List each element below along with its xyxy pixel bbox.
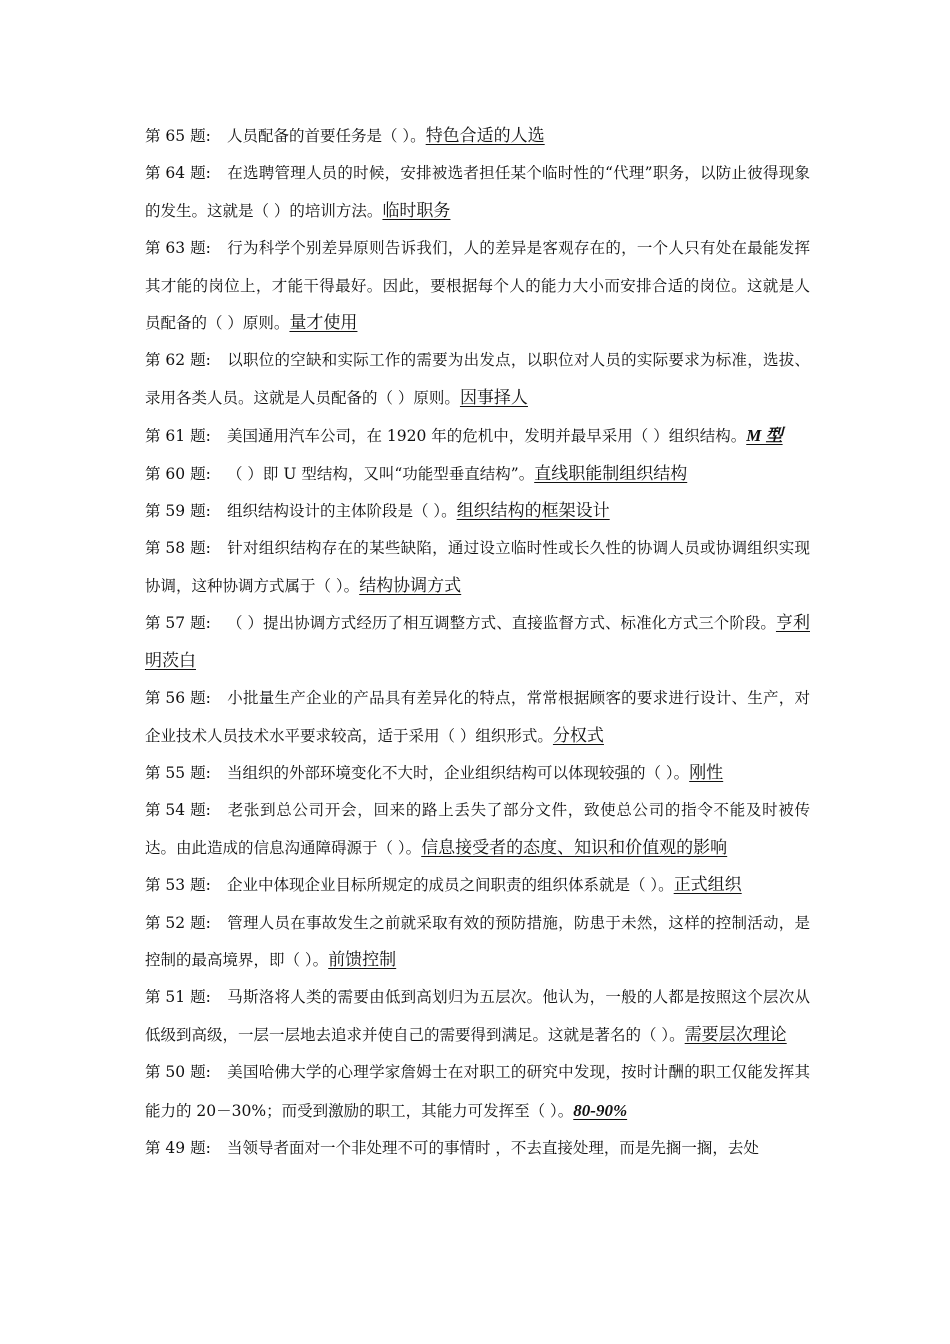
question-text: 美国哈佛大学的心理学家詹姆士在对职工的研究中发现，按时计酬的职工仅能发挥其能力的 20－30%；而受到激励的职工，其能力可发挥至（ ）。 bbox=[145, 1063, 810, 1120]
question-number: 第 55 题: bbox=[145, 763, 211, 782]
question-62 bbox=[145, 342, 810, 417]
question-text: 在选聘管理人员的时候，安排被选者担任某个临时性的“代理”职务，以防止彼得现象的发生。这就是（ ）的培训方法。 bbox=[145, 164, 810, 220]
answer-text: 前馈控制 bbox=[328, 949, 397, 970]
question-56 bbox=[145, 680, 810, 755]
question-number: 第 57 题: bbox=[145, 614, 211, 633]
question-51 bbox=[145, 979, 810, 1054]
question-text: 组织结构设计的主体阶段是（ ）。 bbox=[227, 502, 457, 521]
question-61 bbox=[145, 417, 810, 455]
question-number: 第 61 题: bbox=[145, 427, 211, 446]
answer-text: 80-90% bbox=[573, 1100, 628, 1120]
question-text: 企业中体现企业目标所规定的成员之间职责的组织体系就是（ ）。 bbox=[227, 876, 674, 895]
question-list bbox=[145, 118, 810, 1167]
question-text: 以职位的空缺和实际工作的需要为出发点，以职位对人员的实际要求为标准，选拔、录用各类人员。这就是人员配备的（ ）原则。 bbox=[145, 351, 810, 407]
question-64 bbox=[145, 155, 810, 230]
question-55 bbox=[145, 755, 810, 792]
answer-text: 直线职能制组织结构 bbox=[534, 463, 688, 484]
question-number: 第 50 题: bbox=[145, 1063, 211, 1082]
question-65 bbox=[145, 118, 810, 155]
answer-text: 信息接受者的态度、知识和价值观的影响 bbox=[421, 837, 728, 858]
question-number: 第 49 题: bbox=[145, 1138, 211, 1157]
question-text: 针对组织结构存在的某些缺陷，通过设立临时性或长久性的协调人员或协调组织实现协调，这种协调方式属于（ ）。 bbox=[145, 539, 810, 595]
answer-text: 结构协调方式 bbox=[359, 575, 462, 596]
question-number: 第 51 题: bbox=[145, 988, 211, 1007]
answer-text: 组织结构的框架设计 bbox=[456, 501, 610, 522]
answer-text: 亨利 明茨白 bbox=[145, 613, 810, 671]
question-50 bbox=[145, 1054, 810, 1130]
question-number: 第 52 题: bbox=[145, 913, 211, 932]
answer-text: 正式组织 bbox=[673, 875, 742, 896]
question-number: 第 60 题: bbox=[145, 464, 211, 483]
answer-text: 临时职务 bbox=[382, 200, 451, 221]
question-text: 行为科学个别差异原则告诉我们，人的差异是客观存在的，一个人只有处在最能发挥其才能的岗位上，才能干得最好。因此，要根据每个人的能力大小而安排合适的岗位。这就是人员配备的（ ）原则。 bbox=[145, 239, 810, 333]
question-number: 第 65 题: bbox=[145, 127, 211, 145]
question-number: 第 56 题: bbox=[145, 689, 211, 708]
question-number: 第 53 题: bbox=[145, 876, 211, 895]
question-number: 第 54 题: bbox=[145, 801, 211, 820]
question-58 bbox=[145, 530, 810, 605]
answer-text: 分权式 bbox=[552, 725, 604, 746]
question-49 bbox=[145, 1130, 810, 1167]
question-text: （ ）即 U 型结构，又叫“功能型垂直结构”。 bbox=[227, 464, 535, 483]
question-text: 当领导者面对一个非处理不可的事情时 ，不去直接处理，而是先搁一搁，去处 bbox=[227, 1138, 759, 1157]
question-number: 第 63 题: bbox=[145, 239, 211, 258]
question-number: 第 58 题: bbox=[145, 539, 211, 558]
question-59 bbox=[145, 493, 810, 530]
question-text: 管理人员在事故发生之前就采取有效的预防措施，防患于未然，这样的控制活动，是控制的最高境界，即（ ）。 bbox=[145, 913, 810, 969]
answer-text: 特色合适的人选 bbox=[425, 126, 545, 146]
question-number: 第 59 题: bbox=[145, 502, 211, 521]
question-text: 当组织的外部环境变化不大时，企业组织结构可以体现较强的（ ）。 bbox=[227, 763, 690, 782]
answer-text: 因事择人 bbox=[459, 387, 528, 408]
question-52 bbox=[145, 905, 810, 980]
question-text: 美国通用汽车公司，在 1920 年的危机中，发明并最早采用（ ）组织结构。 bbox=[227, 427, 747, 446]
answer-text: M 型 bbox=[746, 426, 783, 446]
question-text: （ ）提出协调方式经历了相互调整方式、直接监督方式、标准化方式三个阶段。 bbox=[227, 614, 776, 633]
question-60 bbox=[145, 456, 810, 493]
question-number: 第 62 题: bbox=[145, 351, 211, 370]
question-text: 人员配备的首要任务是（ ）。 bbox=[227, 127, 426, 145]
question-text: 老张到总公司开会，回来的路上丢失了部分文件，致使总公司的指令不能及时被传达。由此造成的信息沟通障碍源于（ ）。 bbox=[145, 801, 810, 857]
question-53 bbox=[145, 867, 810, 904]
answer-text: 量才使用 bbox=[289, 313, 358, 334]
question-number: 第 64 题: bbox=[145, 164, 211, 183]
question-57 bbox=[145, 605, 810, 680]
question-text: 小批量生产企业的产品具有差异化的特点，常常根据顾客的要求进行设计、生产，对企业技术人员技术水平要求较高，适于采用（ ）组织形式。 bbox=[145, 689, 810, 745]
question-63 bbox=[145, 230, 810, 342]
answer-text: 刚性 bbox=[689, 762, 724, 783]
question-54 bbox=[145, 792, 810, 867]
question-text: 马斯洛将人类的需要由低到高划归为五层次。他认为，一般的人都是按照这个层次从低级到高级，一层一层地去追求并使自己的需要得到满足。这就是著名的（ ）。 bbox=[145, 988, 810, 1044]
answer-text: 需要层次理论 bbox=[684, 1024, 787, 1045]
